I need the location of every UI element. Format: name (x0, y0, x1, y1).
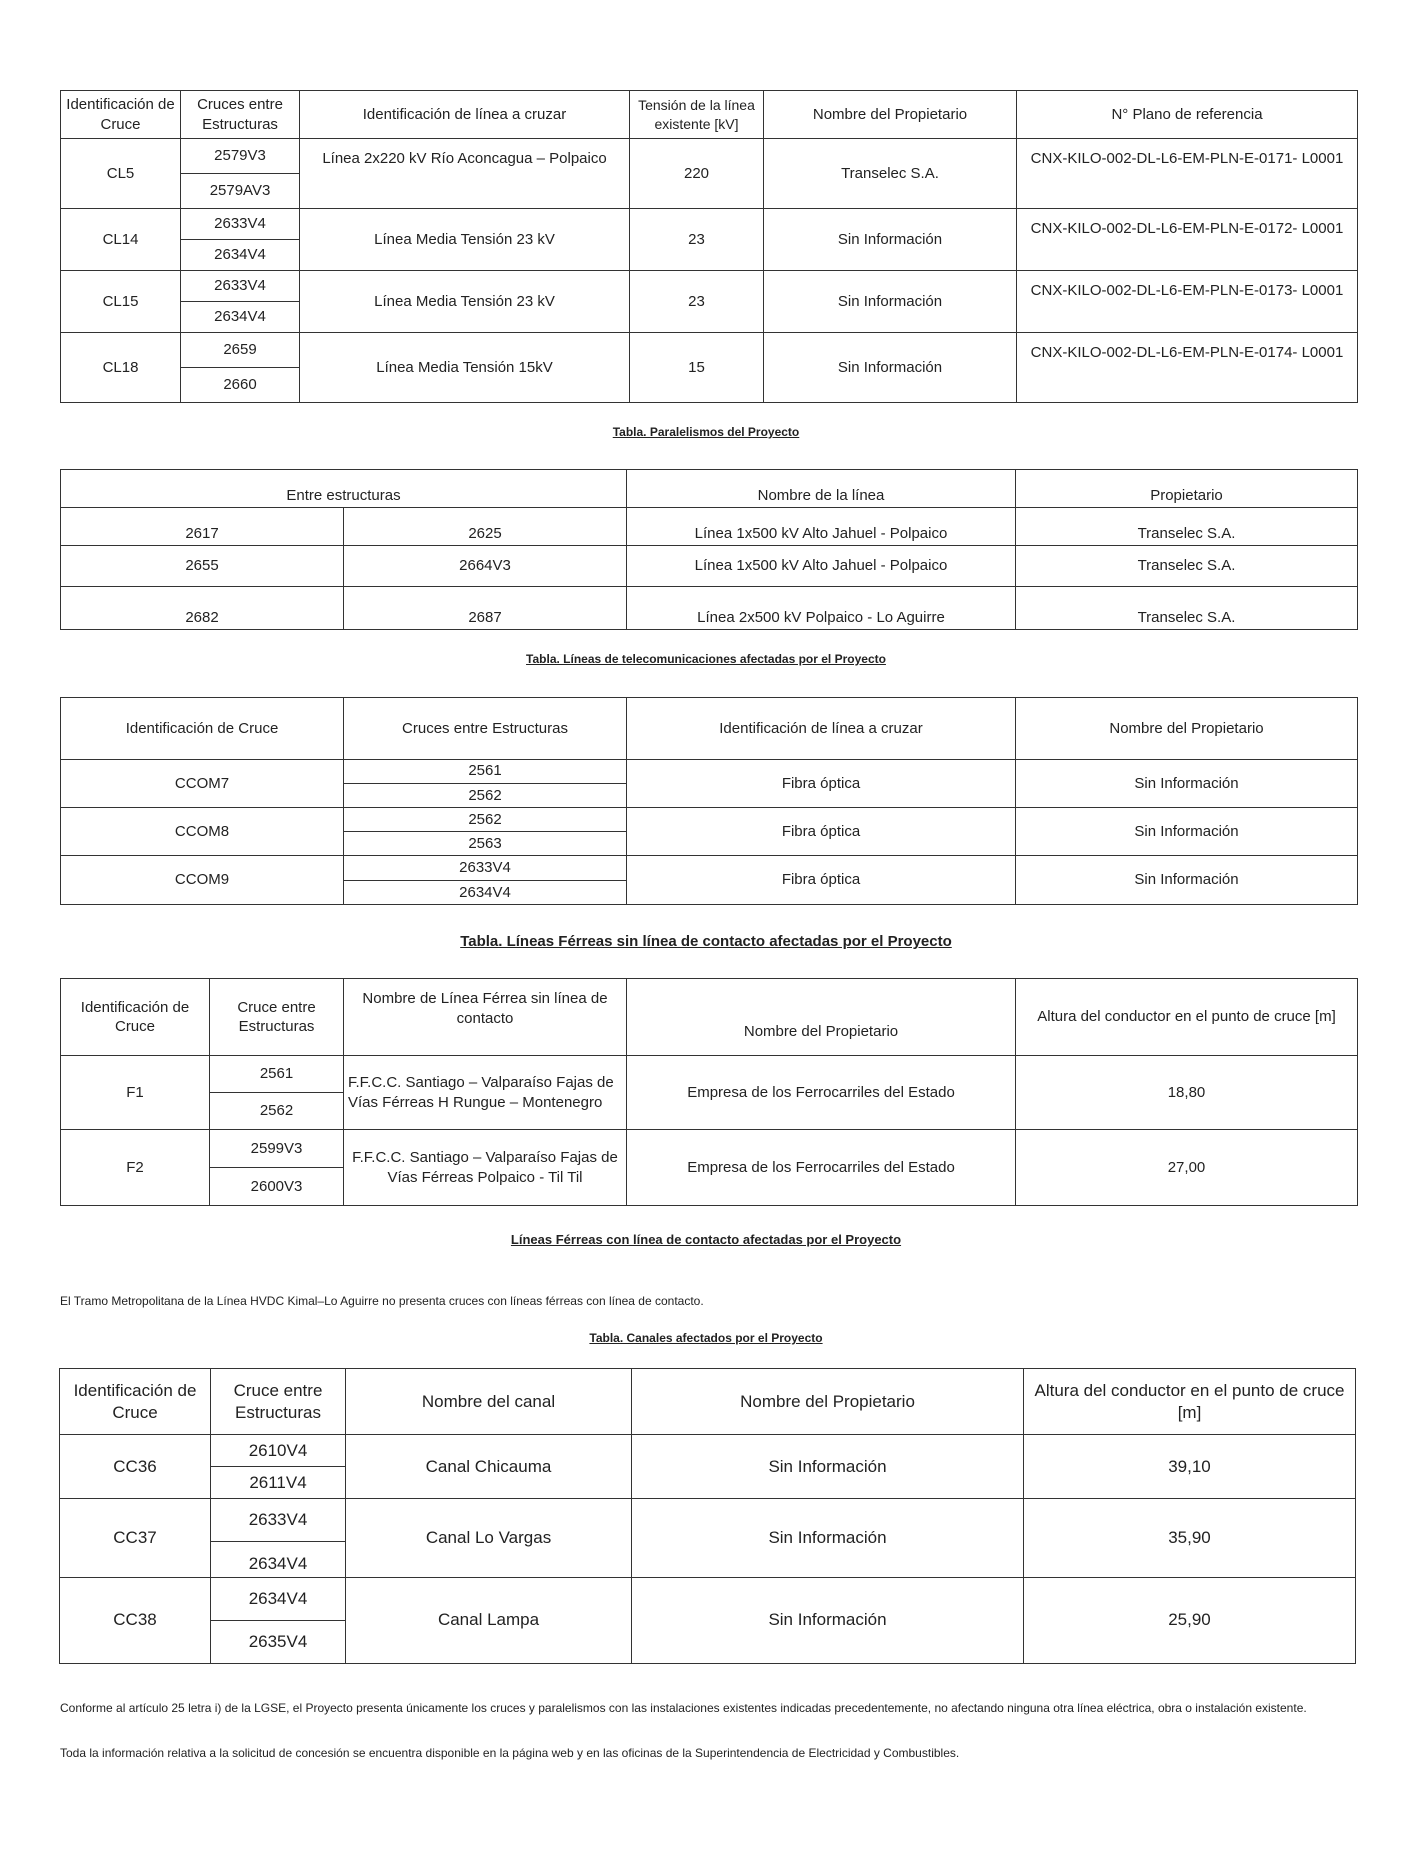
header-cell: Tensión de la línea existente [kV] (630, 91, 764, 139)
header-cell: Altura del conductor en el punto de cruce [m] (1024, 1369, 1356, 1435)
header-cell: Nombre del canal (346, 1369, 632, 1435)
table-row (61, 759, 1358, 783)
conductor-height: 27,00 (1016, 1130, 1358, 1206)
structure-cell: 2634V4 (344, 880, 627, 904)
table-row (61, 139, 1358, 174)
header-cell: Identificación de línea a cruzar (300, 91, 630, 139)
structure-cell: 2660 (181, 368, 300, 403)
table-row (61, 333, 1358, 368)
structure-cell: 2561 (344, 759, 627, 783)
header-cell: Cruces entre Estructuras (344, 698, 627, 760)
owner: Empresa de los Ferrocarriles del Estado (627, 1130, 1016, 1206)
crossing-id: CL14 (61, 209, 181, 271)
crossing-id: CC36 (60, 1435, 211, 1499)
structure-cell: 2682 (61, 587, 344, 630)
owner: Sin Información (1016, 856, 1358, 905)
structure-cell: 2634V4 (211, 1577, 346, 1620)
conductor-height: 39,10 (1024, 1435, 1356, 1499)
line-name: Línea Media Tensión 23 kV (300, 271, 630, 333)
line-name: Línea Media Tensión 23 kV (300, 209, 630, 271)
header-cell: Cruce entre Estructuras (211, 1369, 346, 1435)
structure-cell: 2664V3 (344, 546, 627, 587)
owner: Sin Información (632, 1499, 1024, 1577)
line-name: Fibra óptica (627, 759, 1016, 807)
table-row (61, 1130, 1358, 1168)
header-cell: Nombre de Línea Férrea sin línea de contacto (344, 979, 627, 1056)
line-name: Línea Media Tensión 15kV (300, 333, 630, 403)
header-cell: Nombre del Propietario (627, 979, 1016, 1056)
crossing-id: CCOM9 (61, 856, 344, 905)
canal-name: Canal Chicauma (346, 1435, 632, 1499)
structure-cell: 2610V4 (211, 1435, 346, 1467)
structure-cell: 2599V3 (210, 1130, 344, 1168)
header-cell: Nombre del Propietario (632, 1369, 1024, 1435)
structure-cell: 2562 (344, 808, 627, 832)
conductor-height: 35,90 (1024, 1499, 1356, 1577)
contacto-text: El Tramo Metropolitana de la Línea HVDC Kimal–Lo Aguirre no presenta cruces con líneas férreas con línea de contacto. (60, 1294, 704, 1308)
owner: Transelec S.A. (764, 139, 1017, 209)
table-header-row (61, 91, 1358, 139)
structure-cell: 2625 (344, 508, 627, 546)
structure-cell: 2562 (344, 783, 627, 807)
owner: Sin Información (632, 1435, 1024, 1499)
header-cell: Nombre del Propietario (764, 91, 1017, 139)
conductor-height: 25,90 (1024, 1577, 1356, 1663)
owner: Sin Información (764, 271, 1017, 333)
structure-cell: 2611V4 (211, 1467, 346, 1499)
crossing-id: CL18 (61, 333, 181, 403)
header-cell: Identificación de Cruce (61, 698, 344, 760)
table-row (60, 1435, 1356, 1467)
telecom-table (60, 697, 1358, 905)
structure-cell: 2633V4 (211, 1499, 346, 1541)
owner: Transelec S.A. (1016, 587, 1358, 630)
table-row (61, 808, 1358, 832)
header-cell: Altura del conductor en el punto de cruce [m] (1016, 979, 1358, 1056)
structure-cell: 2561 (210, 1056, 344, 1093)
owner: Transelec S.A. (1016, 546, 1358, 587)
header-cell: Identificación de Cruce (61, 979, 210, 1056)
header-cell: Propietario (1016, 470, 1358, 508)
plan-ref: CNX-KILO-002-DL-L6-EM-PLN-E-0171- L0001 (1017, 139, 1358, 209)
table-row (61, 209, 1358, 240)
structure-cell: 2633V4 (181, 271, 300, 302)
table-header-row (61, 470, 1358, 508)
header-cell: Identificación de Cruce (60, 1369, 211, 1435)
line-name: F.F.C.C. Santiago – Valparaíso Fajas de Vías Férreas Polpaico - Til Til (344, 1130, 627, 1206)
structure-cell: 2562 (210, 1093, 344, 1130)
owner: Sin Información (632, 1577, 1024, 1663)
header-cell: Entre estructuras (61, 470, 627, 508)
structure-cell: 2634V4 (211, 1541, 346, 1577)
table-row (61, 587, 1358, 630)
conductor-height: 18,80 (1016, 1056, 1358, 1130)
line-name: F.F.C.C. Santiago – Valparaíso Fajas de Vías Férreas H Rungue – Montenegro (344, 1056, 627, 1130)
crossing-id: F2 (61, 1130, 210, 1206)
ferreas-table (60, 978, 1358, 1206)
header-cell: Nombre de la línea (627, 470, 1016, 508)
structure-cell: 2633V4 (181, 209, 300, 240)
crossing-id: CC37 (60, 1499, 211, 1577)
structure-cell: 2655 (61, 546, 344, 587)
table-row (61, 856, 1358, 880)
owner: Sin Información (1016, 808, 1358, 856)
plan-ref: CNX-KILO-002-DL-L6-EM-PLN-E-0174- L0001 (1017, 333, 1358, 403)
voltage: 15 (630, 333, 764, 403)
contacto-caption: Líneas Férreas con línea de contacto afectadas por el Proyecto (510, 1232, 902, 1247)
table-row (61, 508, 1358, 546)
voltage: 23 (630, 209, 764, 271)
structure-cell: 2687 (344, 587, 627, 630)
voltage: 220 (630, 139, 764, 209)
table-header-row (60, 1369, 1356, 1435)
line-name: Fibra óptica (627, 856, 1016, 905)
crossing-id: F1 (61, 1056, 210, 1130)
structure-cell: 2659 (181, 333, 300, 368)
owner: Empresa de los Ferrocarriles del Estado (627, 1056, 1016, 1130)
owner: Transelec S.A. (1016, 508, 1358, 546)
crossing-id: CC38 (60, 1577, 211, 1663)
line-name: Fibra óptica (627, 808, 1016, 856)
table-row (60, 1499, 1356, 1541)
line-name: Línea 2x500 kV Polpaico - Lo Aguirre (627, 587, 1016, 630)
structure-cell: 2634V4 (181, 240, 300, 271)
crossing-id: CCOM8 (61, 808, 344, 856)
crossing-id: CL15 (61, 271, 181, 333)
structure-cell: 2579AV3 (181, 174, 300, 209)
plan-ref: CNX-KILO-002-DL-L6-EM-PLN-E-0172- L0001 (1017, 209, 1358, 271)
structure-cell: 2563 (344, 832, 627, 856)
header-cell: Nombre del Propietario (1016, 698, 1358, 760)
canales-caption: Tabla. Canales afectados por el Proyecto (589, 1331, 823, 1345)
header-cell: Identificación de Cruce (61, 91, 181, 139)
telecom-caption: Tabla. Líneas de telecomunicaciones afectadas por el Proyecto (526, 652, 886, 666)
crossing-id: CL5 (61, 139, 181, 209)
table-row (60, 1577, 1356, 1620)
table-row (61, 271, 1358, 302)
header-cell: Identificación de línea a cruzar (627, 698, 1016, 760)
structure-cell: 2633V4 (344, 856, 627, 880)
canal-name: Canal Lo Vargas (346, 1499, 632, 1577)
header-cell: Cruce entre Estructuras (210, 979, 344, 1056)
owner: Sin Información (764, 209, 1017, 271)
canales-table (59, 1368, 1356, 1664)
footer-paragraph-2: Toda la información relativa a la solicitud de concesión se encuentra disponible en la página web y en las oficinas de la Superintendencia de Electricidad y Combustibles. (60, 1746, 960, 1760)
structure-cell: 2634V4 (181, 302, 300, 333)
cruces-table (60, 90, 1358, 403)
canal-name: Canal Lampa (346, 1577, 632, 1663)
header-cell: N° Plano de referencia (1017, 91, 1358, 139)
plan-ref: CNX-KILO-002-DL-L6-EM-PLN-E-0173- L0001 (1017, 271, 1358, 333)
structure-cell: 2600V3 (210, 1168, 344, 1206)
table-row (61, 546, 1358, 587)
voltage: 23 (630, 271, 764, 333)
structure-cell: 2579V3 (181, 139, 300, 174)
owner: Sin Información (764, 333, 1017, 403)
table-header-row (61, 698, 1358, 760)
crossing-id: CCOM7 (61, 759, 344, 807)
table-row (61, 1056, 1358, 1093)
footer-paragraph-1: Conforme al artículo 25 letra i) de la LGSE, el Proyecto presenta únicamente los cruces y paralelismos con las instalaciones existentes indicadas precedentemente, no afectando ninguna otra línea eléctrica, obra o instalación existente. (60, 1701, 1307, 1715)
header-cell: Cruces entre Estructuras (181, 91, 300, 139)
line-name: Línea 1x500 kV Alto Jahuel - Polpaico (627, 546, 1016, 587)
structure-cell: 2617 (61, 508, 344, 546)
table-header-row (61, 979, 1358, 1056)
owner: Sin Información (1016, 759, 1358, 807)
paralelismos-table (60, 469, 1358, 630)
ferreas-caption: Tabla. Líneas Férreas sin línea de contacto afectadas por el Proyecto (460, 933, 952, 950)
line-name: Línea 2x220 kV Río Aconcagua – Polpaico (300, 139, 630, 209)
line-name: Línea 1x500 kV Alto Jahuel - Polpaico (627, 508, 1016, 546)
paralelismos-caption: Tabla. Paralelismos del Proyecto (612, 425, 800, 439)
structure-cell: 2635V4 (211, 1620, 346, 1663)
